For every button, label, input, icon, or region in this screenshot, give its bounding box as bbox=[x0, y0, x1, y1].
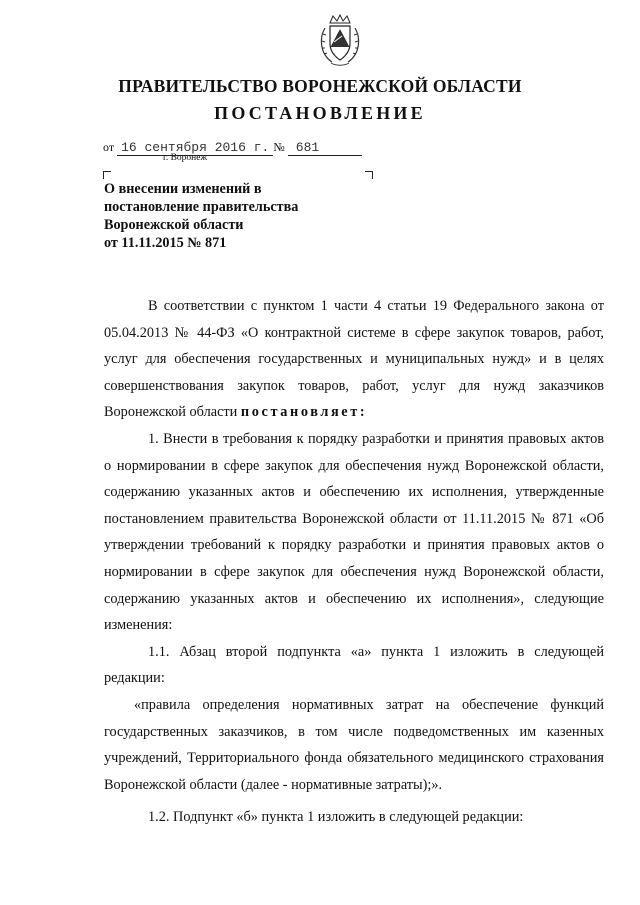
title-bracket-left bbox=[103, 171, 111, 179]
number-label: № bbox=[273, 140, 285, 154]
title-line: Воронежской области bbox=[104, 217, 244, 233]
item-1-1-paragraph: 1.1. Абзац второй подпункта «а» пункта 1 изложить в следующей редакции: bbox=[104, 643, 604, 687]
document-type: ПОСТАНОВЛЕНИЕ bbox=[214, 103, 426, 123]
document-number: 681 bbox=[288, 140, 362, 156]
city-label: г. Воронеж bbox=[163, 153, 208, 163]
document-body bbox=[104, 293, 604, 831]
title-line: от 11.11.2015 № 871 bbox=[104, 235, 227, 251]
title-line: постановление правительства bbox=[104, 199, 299, 215]
resolves-word: постановляет: bbox=[240, 404, 368, 421]
title-line: О внесении изменений в bbox=[104, 181, 262, 197]
item-1-2-paragraph: 1.2. Подпункт «б» пункта 1 изложить в следующей редакции: bbox=[148, 809, 524, 826]
document-title bbox=[104, 180, 364, 252]
quote-paragraph: «правила определения нормативных затрат на обеспечение функций государственных заказчиков, в том числе подведомственных им казенных учреждений, Территориального фонда обязательного медицинского страхования Воронежской области (далее - нормативные затраты);». bbox=[104, 696, 604, 793]
document-date: 16 сентября 2016 г. bbox=[117, 140, 273, 156]
from-label: от bbox=[103, 140, 115, 154]
preamble-text: В соответствии с пунктом 1 части 4 статьи 19 Федерального закона от 05.04.2013 № 44-ФЗ «О контрактной системе в сфере закупок товаров, работ, услуг для обеспечения государственных и муниципальных нужд» и в целях совершенствования закупок товаров, работ, услуг для нужд заказчиков Воронежской области bbox=[104, 298, 604, 421]
voronezh-coat-of-arms-icon bbox=[318, 14, 362, 68]
registration-line bbox=[103, 140, 362, 156]
preamble-paragraph bbox=[104, 293, 604, 426]
item-1-paragraph: 1. Внести в требования к порядку разработки и принятия правовых актов о нормировании в сфере закупок для обеспечения нужд Воронежской области, содержанию указанных актов и обеспечению их исполнения, утвержденные постановлением правительства Воронежской области от 11.11.2015 № 871 «Об утверждении требований к порядку разработки и принятия правовых актов о нормировании в сфере закупок для обеспечения нужд Воронежской области, содержанию указанных актов и обеспечению их исполнения», следующие изменения: bbox=[104, 430, 604, 634]
government-name: ПРАВИТЕЛЬСТВО ВОРОНЕЖСКОЙ ОБЛАСТИ bbox=[118, 76, 522, 96]
title-bracket-right bbox=[365, 171, 373, 179]
